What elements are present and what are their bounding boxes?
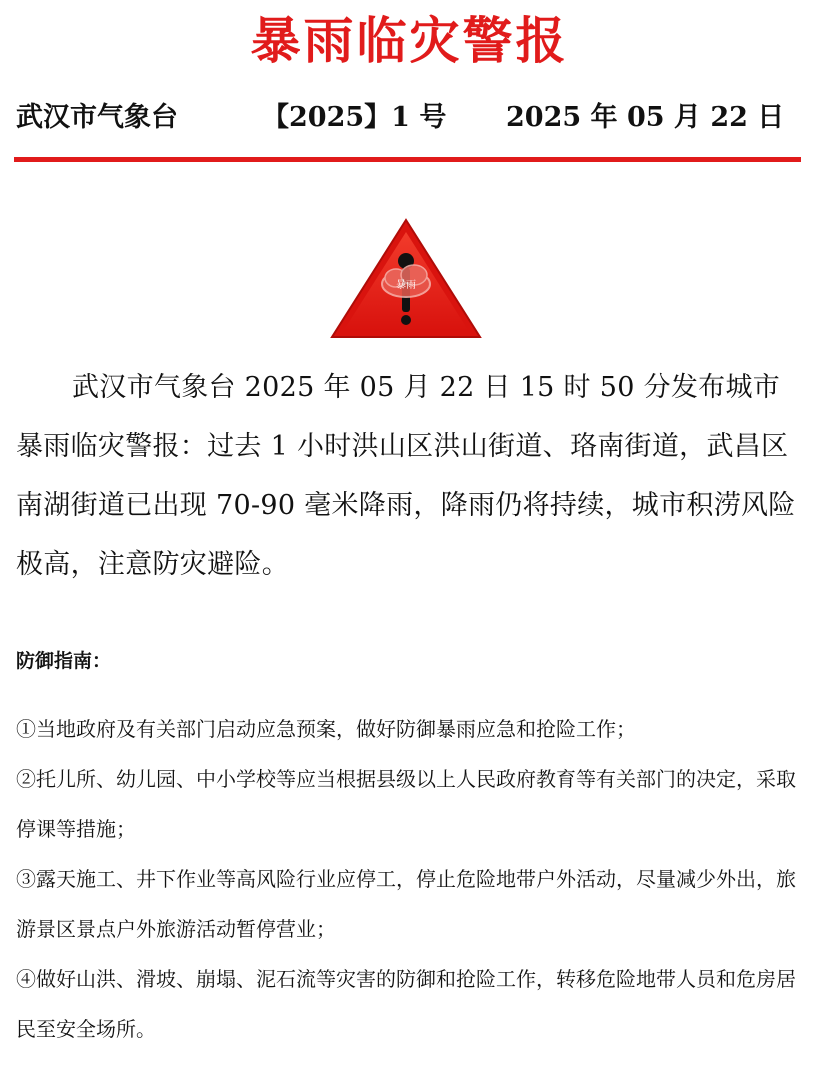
- guide-item: ①当地政府及有关部门启动应急预案，做好防御暴雨应急和抢险工作；: [16, 717, 636, 741]
- issue-number: 【2025】1 号: [262, 102, 447, 133]
- guide-item: ④做好山洪、滑坡、崩塌、泥石流等灾害的防御和抢险工作，转移危险地带人员和危房居民至安全场所。: [16, 967, 796, 1041]
- issuer-name: 武汉市气象台: [16, 102, 178, 133]
- guide-list: [16, 704, 802, 1054]
- guide-item: ③露天施工、井下作业等高风险行业应停工，停止危险地带户外活动，尽量减少外出，旅游景区景点户外旅游活动暂停营业；: [16, 867, 796, 941]
- page-title: 暴雨临灾警报: [250, 12, 569, 70]
- warning-body-text: 武汉市气象台 2025 年 05 月 22 日 15 时 50 分发布城市暴雨临灾警报：过去 1 小时洪山区洪山街道、珞南街道，武昌区南湖街道已出现 70-90 毫米降雨，降雨仍将持续，城市积涝风险极高，注意防灾避险。: [16, 372, 796, 580]
- issue-date: 2025 年 05 月 22 日: [506, 102, 785, 133]
- guide-item: ②托儿所、幼儿园、中小学校等应当根据县级以上人民政府教育等有关部门的决定，采取停课等措施；: [16, 767, 796, 841]
- icon-label: 暴雨: [396, 280, 416, 291]
- guide-title: 防御指南：: [16, 650, 112, 672]
- rainstorm-warning-icon: [330, 218, 482, 340]
- header-divider: [14, 157, 801, 162]
